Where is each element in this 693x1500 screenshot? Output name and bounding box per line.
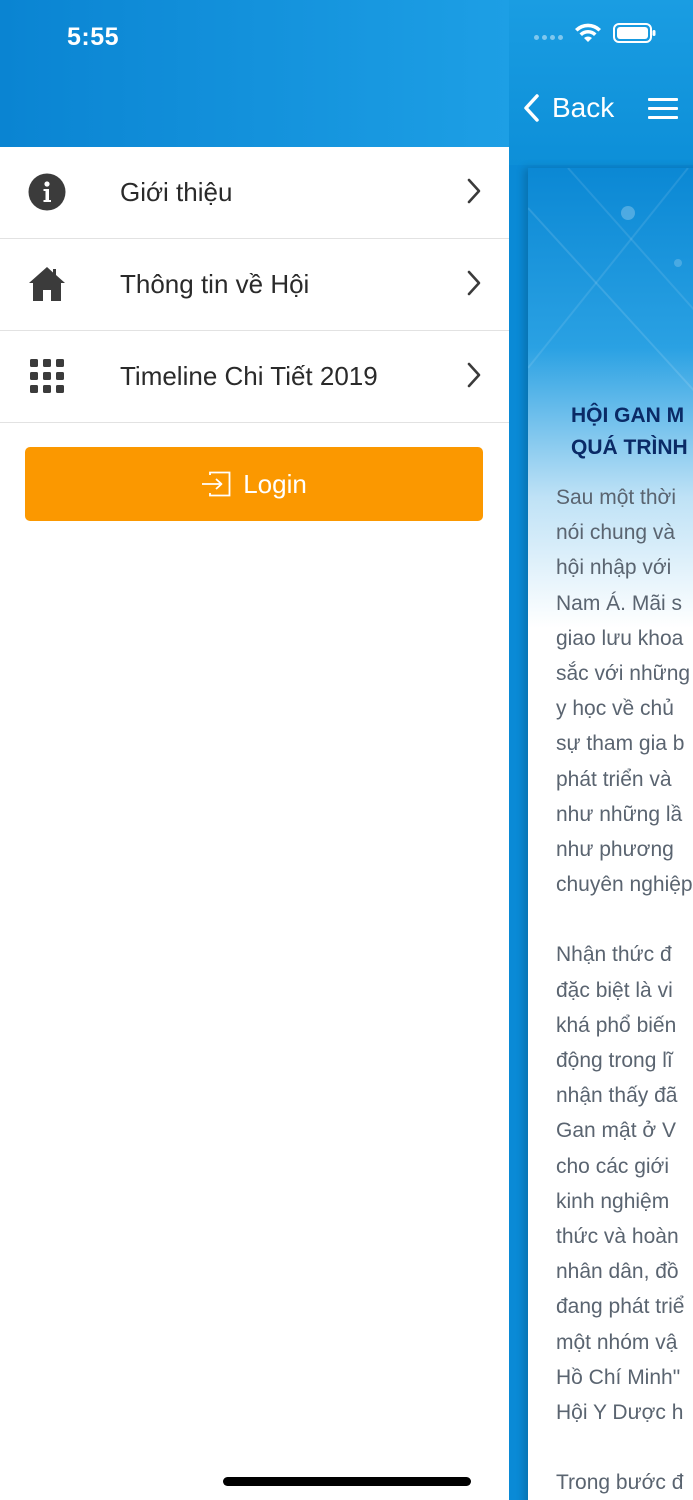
menu-item-thong-tin-ve-hoi[interactable] — [0, 239, 509, 331]
login-label: Login — [243, 468, 307, 499]
paragraph-line: Nhận thức đ — [556, 943, 672, 967]
paragraph-line: như những lầ — [556, 802, 683, 826]
article-paragraph — [556, 937, 693, 1430]
home-icon — [28, 265, 66, 303]
paragraph-line: Hội Y Dược h — [556, 1401, 684, 1425]
paragraph-line: động trong lĩ — [556, 1049, 673, 1073]
paragraph-line: như phương — [556, 838, 674, 862]
back-button[interactable] — [522, 92, 614, 124]
paragraph-line: nói chung và — [556, 521, 676, 545]
menu-item-label: Thông tin về Hội — [120, 269, 310, 299]
login-button[interactable] — [25, 447, 483, 521]
paragraph-line: Hồ Chí Minh" — [556, 1365, 681, 1389]
paragraph-line: Trong bước đ — [556, 1471, 684, 1495]
paragraph-line: nhận thấy đã — [556, 1084, 678, 1108]
drawer-header — [0, 0, 509, 147]
battery-icon — [613, 22, 657, 44]
paragraph-line: sự tham gia b — [556, 732, 685, 756]
paragraph-line: chuyên nghiệp — [556, 873, 693, 897]
wifi-icon — [573, 22, 603, 44]
hamburger-menu-icon[interactable] — [648, 98, 678, 125]
menu-item-timeline[interactable] — [0, 331, 509, 423]
menu-item-label: Timeline Chi Tiết 2019 — [120, 361, 378, 391]
menu-item-label: Giới thiệu — [120, 177, 233, 207]
paragraph-line: phát triển và — [556, 767, 672, 791]
article-body — [556, 480, 693, 1500]
paragraph-line: một nhóm vậ — [556, 1330, 678, 1354]
chevron-left-icon — [522, 93, 540, 123]
paragraph-line: hội nhập với — [556, 556, 672, 580]
drawer-menu — [0, 147, 509, 423]
paragraph-line: đặc biệt là vi — [556, 978, 673, 1002]
paragraph-line: sắc với những — [556, 662, 691, 686]
home-indicator[interactable] — [223, 1477, 471, 1486]
paragraph-line: đang phát triể — [556, 1295, 685, 1319]
background-page-header — [508, 0, 693, 165]
paragraph-line: thức và hoàn — [556, 1225, 679, 1249]
status-time: 5:55 — [67, 23, 120, 51]
info-icon — [28, 173, 66, 211]
paragraph-line: Sau một thời — [556, 486, 676, 509]
paragraph-line: khá phổ biến — [556, 1013, 677, 1037]
status-indicators — [534, 22, 657, 44]
chevron-right-icon — [467, 270, 481, 296]
cellular-signal-icon — [534, 35, 563, 40]
article-paragraph — [556, 480, 693, 902]
menu-item-gioi-thieu[interactable] — [0, 147, 509, 239]
grid-icon — [28, 357, 66, 395]
back-label: Back — [552, 92, 615, 123]
chevron-right-icon — [467, 178, 481, 204]
paragraph-line: y học về chủ — [556, 697, 674, 721]
article-paragraph — [556, 1465, 693, 1500]
paragraph-line: nhân dân, đồ — [556, 1260, 679, 1284]
paragraph-line: cho các giới — [556, 1154, 669, 1178]
login-icon — [201, 471, 231, 497]
chevron-right-icon — [467, 362, 481, 388]
paragraph-line: giao lưu khoa — [556, 626, 684, 650]
paragraph-line: kinh nghiệm — [556, 1189, 670, 1213]
article-title-line: HỘI GAN M — [571, 404, 685, 427]
article-title-line: QUÁ TRÌNH — [571, 436, 688, 459]
background-page — [508, 0, 693, 1500]
paragraph-line: Nam Á. Mãi s — [556, 591, 683, 615]
article-title — [571, 400, 693, 464]
paragraph-line: Gan mật ở V — [556, 1119, 676, 1143]
